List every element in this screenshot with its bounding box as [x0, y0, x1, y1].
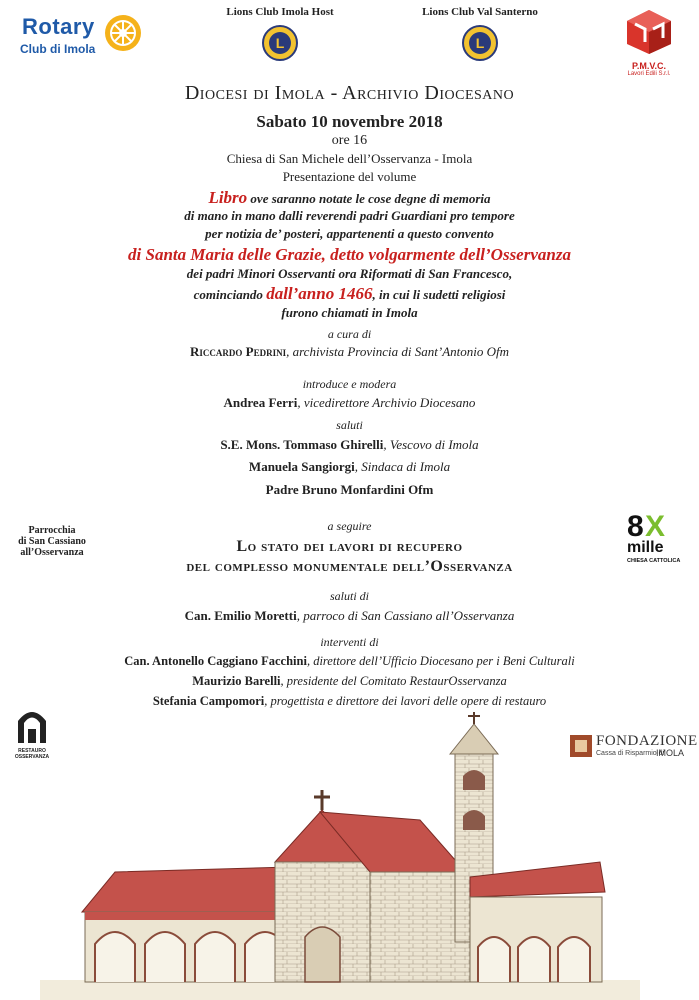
event-time: ore 16: [331, 133, 368, 148]
saluti-moretti: Can. Emilio Moretti, parroco di San Cassiano all’Osservanza: [184, 608, 515, 623]
lions-emblem-icon: [461, 24, 499, 62]
pmvc-sub: Lavori Edili S.r.l.: [627, 71, 671, 77]
event-place: Chiesa di San Michele dell’Osservanza - Imola: [226, 151, 473, 166]
moderator-line: Andrea Ferri, vicedirettore Archivio Diocesano: [223, 395, 476, 410]
intervento-campomori: Stefania Campomori, progettista e direttore dei lavori delle opere di restauro: [152, 694, 547, 708]
rotary-wheel-icon: [102, 12, 144, 54]
lions-left-label: Lions Club Imola Host: [226, 6, 334, 18]
lions-val-santerno: [405, 6, 555, 62]
otto-per-mille-logo: 8 X mille CHIESA CATTOLICA: [627, 510, 681, 564]
second-title-1: Lo stato dei lavori di recupero: [236, 538, 463, 555]
book-line-4: di Santa Maria delle Grazie, detto volgarmente dell’Osservanza: [128, 245, 571, 264]
second-title-2: del complesso monumentale dell’Osservanza: [186, 558, 513, 575]
book-line-2: di mano in mano dalli reverendi padri Guardiani pro tempore: [184, 208, 515, 223]
rotary-name: Rotary: [22, 14, 95, 39]
rotary-logo: [18, 12, 148, 62]
book-line-3: per notizia de’ posteri, appartenenti a questo convento: [205, 226, 494, 241]
svg-text:L: L: [275, 35, 285, 51]
intervento-barelli: Maurizio Barelli, presidente del Comitato RestaurOsservanza: [192, 674, 507, 688]
pmvc-cube-icon: [625, 8, 673, 56]
pmvc-name: P.M.V.C.: [631, 61, 667, 71]
parrocchia-label: Parrocchia di San Cassiano all’Osservanza: [18, 525, 86, 558]
book-line-1: Libro ove saranno notate le cose degne di memoria: [208, 188, 491, 207]
lions-right-label: Lions Club Val Santerno: [422, 6, 538, 18]
event-date: Sabato 10 novembre 2018: [256, 112, 443, 131]
pmvc-logo: [614, 8, 684, 78]
greeting-bishop: S.E. Mons. Tommaso Ghirelli, Vescovo di Imola: [220, 437, 479, 452]
lions-emblem-icon: [261, 24, 299, 62]
curator-line: Riccardo Pedrini, archivista Provincia di Sant’Antonio Ofm: [190, 344, 509, 359]
intervento-caggiano: Can. Antonello Caggiano Facchini, direttore dell’Ufficio Diocesano per i Beni Culturali: [124, 654, 575, 668]
church-illustration: [0, 712, 699, 1000]
rotary-sub: Club di Imola: [20, 42, 96, 56]
greeting-mayor: Manuela Sangiorgi, Sindaca di Imola: [248, 459, 451, 474]
curator-label: a cura di: [327, 327, 372, 341]
moderator-label: introduce e modera: [302, 377, 397, 391]
curator-name: Riccardo Pedrini: [190, 344, 287, 359]
fondazione-logo: FONDAZIONE Cassa di Risparmio di IMOLA: [570, 733, 688, 759]
lions-imola-host: [205, 6, 355, 62]
greeting-padre: Padre Bruno Monfardini Ofm: [265, 482, 434, 497]
event-intro: Presentazione del volume: [282, 169, 417, 184]
book-line-5: dei padri Minori Osservanti ora Riformati di San Francesco,: [186, 266, 513, 281]
book-line-7: furono chiamati in Imola: [281, 305, 418, 320]
greetings-label: saluti: [336, 418, 363, 432]
organizer-title: Diocesi di Imola - Archivio Diocesano: [184, 82, 515, 104]
restauro-osservanza-logo: RESTAURO OSSERVANZA: [12, 707, 52, 759]
second-part-label: a seguire: [327, 519, 372, 533]
saluti-di-label: saluti di: [329, 589, 369, 603]
svg-text:L: L: [475, 35, 485, 51]
book-word: Libro: [208, 188, 248, 207]
interventi-label: interventi di: [320, 635, 379, 649]
book-line-6: cominciando dall’anno 1466, in cui li sudetti religiosi: [193, 284, 506, 303]
